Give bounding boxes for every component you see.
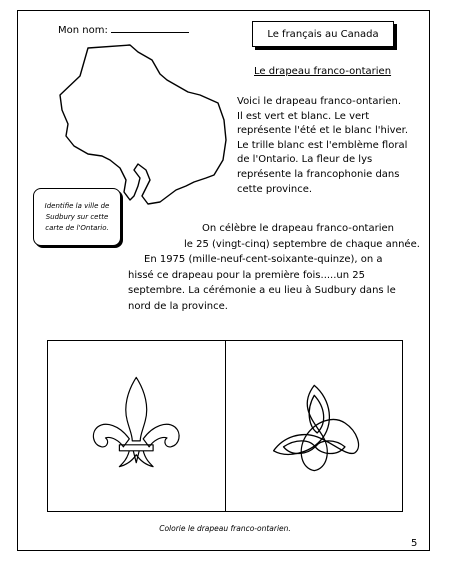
flag-description — [237, 95, 422, 197]
text-line: cette province. — [237, 183, 313, 195]
page-title — [252, 21, 394, 47]
text-line: Voici le drapeau franco-ontarien. — [237, 96, 402, 107]
text-line: En 1975 (mille-neuf-cent-soixante-quinze), on a — [144, 254, 383, 266]
history-paragraph — [128, 221, 430, 315]
text-line: le 25 (vingt-cinq) septembre de chaque année. — [184, 238, 420, 250]
text-line: septembre. La cérémonie a eu lieu à Sudbury dans le — [128, 285, 396, 297]
section-subtitle: Le drapeau franco-ontarien — [254, 66, 392, 77]
callout-text: Identifie la ville de Sudbury sur cette carte de l'Ontario. — [44, 201, 110, 232]
text-line: On célèbre le drapeau franco-ontarien — [202, 223, 394, 234]
text-line: représente l'été et le blanc l'hiver. — [237, 125, 409, 137]
text-line: Le trille blanc est l'emblème floral — [237, 139, 408, 151]
name-blank[interactable] — [111, 22, 189, 33]
text-line: Il est vert et blanc. Le vert — [237, 110, 370, 122]
ontario-outline — [60, 45, 226, 204]
name-label: Mon nom: — [58, 25, 108, 36]
coloring-instruction: Colorie le drapeau franco-ontarien. — [159, 524, 291, 533]
page-number: 5 — [411, 538, 418, 549]
text-line: hissé ce drapeau pour la première fois.....un 25 — [128, 269, 365, 281]
flag-left-panel[interactable] — [48, 341, 226, 511]
text-line: représente la francophonie dans — [237, 168, 400, 180]
flag-right-panel[interactable] — [226, 341, 403, 511]
instruction-callout — [33, 188, 121, 246]
fleur-de-lis-icon — [48, 341, 225, 511]
page-title-text: Le français au Canada — [267, 28, 379, 40]
text-line: de l'Ontario. La fleur de lys — [237, 154, 373, 166]
franco-ontarian-flag[interactable] — [47, 340, 403, 512]
ontario-map — [30, 40, 240, 210]
text-line: nord de la province. — [128, 300, 228, 312]
name-field — [58, 22, 189, 36]
trillium-icon — [226, 341, 403, 511]
